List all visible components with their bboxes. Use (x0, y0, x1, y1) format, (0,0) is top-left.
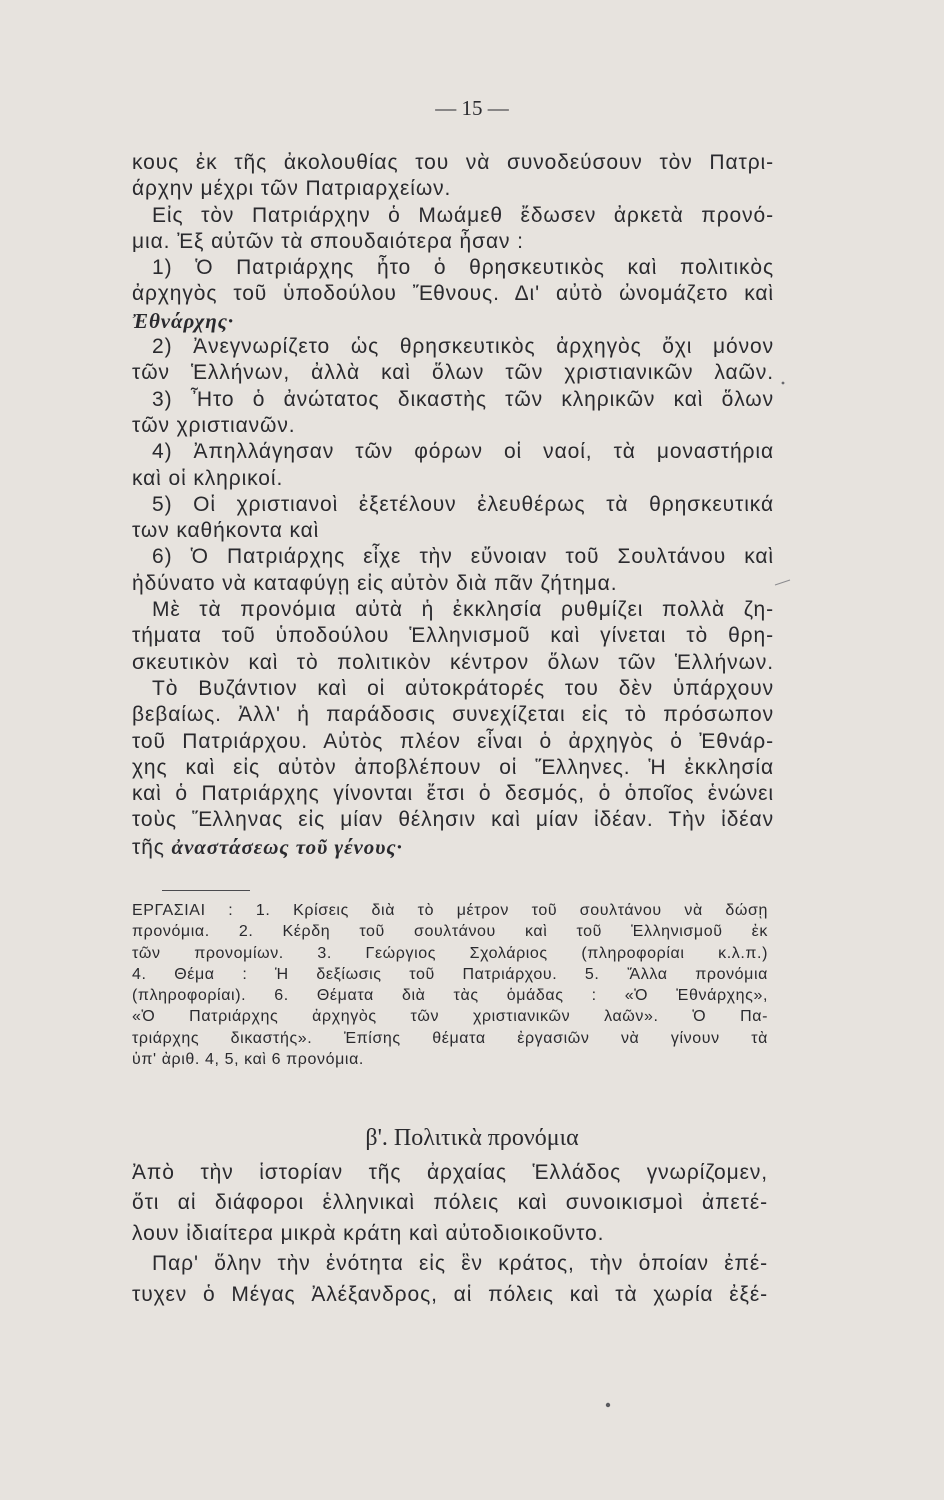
text-line: άρχην μέχρι τῶν Πατριαρχείων. (132, 177, 452, 201)
text-line: χης καὶ εἰς αὐτὸν ἀποβλέπουν οἱ Ἕλληνες. Ἡ ἐκκλησία (132, 755, 774, 779)
exercise-line: ΕΡΓΑΣΙΑΙ : 1. Κρίσεις διὰ τὸ μέτρον τοῦ σουλτάνου νὰ δώσῃ (132, 902, 768, 919)
text-line: τῶν χριστιανῶν. (132, 413, 296, 437)
exercise-line: προνόμια. 2. Κέρδη τοῦ σουλτάνου καὶ τοῦ Ἑλληνισμοῦ ἐκ (132, 923, 768, 941)
ink-speck (606, 1403, 610, 1407)
text-line: λουν ἰδιαίτερα μικρὰ κράτη καὶ αὐτοδιοικοῦντο. (132, 1221, 605, 1245)
list-item-1: 1) Ὁ Πατριάρχης ἦτο ὁ θρησκευτικὸς καὶ πολιτικὸς (152, 256, 774, 280)
exercise-line: τριάρχης δικαστής». Ἐπίσης θέματα ἐργασιῶν νὰ γίνουν τὰ (132, 1029, 768, 1047)
text-line: Παρ' ὅλην τὴν ἑνότητα εἰς ἓν κράτος, τὴν ὁποίαν ἐπέ- (152, 1252, 768, 1276)
exercise-line: ὑπ' ἀριθ. 4, 5, καὶ 6 προνόμια. (132, 1051, 364, 1069)
text-line: Τὸ Βυζάντιον καὶ οἱ αὐτοκράτορές του δὲν ὑπάρχουν (152, 676, 774, 700)
text-line: των καθήκοντα καὶ (132, 519, 320, 543)
text-line: Ἀπὸ τὴν ἱστορίαν τῆς ἀρχαίας Ἑλλάδος γνωρίζομεν, (132, 1161, 768, 1184)
text-line: τοῦ Πατριάρχου. Αὐτὸς πλέον εἶναι ὁ ἀρχηγὸς ὁ Ἐθνάρ- (132, 729, 774, 753)
exercise-line: 4. Θέμα : Ἡ δεξίωσις τοῦ Πατριάρχου. 5. Ἄλλα προνόμια (132, 965, 768, 983)
list-item-4: 4) Ἀπηλλάγησαν τῶν φόρων οἱ ναοί, τὰ μοναστήρια (152, 440, 774, 464)
text-line: βεβαίως. Ἀλλ' ἡ παράδοσις συνεχίζεται εἰς τὸ πρόσωπον (132, 703, 774, 727)
text-line: Εἰς τὸν Πατριάρχην ὁ Μωάμεθ ἔδωσεν ἀρκετὰ προνό- (152, 203, 774, 227)
text-line: ἠδύνατο νὰ καταφύγῃ εἰς αὐτὸν διὰ πᾶν ζήτημα. (132, 571, 618, 595)
text-line: καὶ ὁ Πατριάρχης γίνονται ἔτσι ὁ δεσμός, ὁ ὁποῖος ἑνώνει (132, 782, 774, 806)
exercise-line: τῶν προνομίων. 3. Γεώργιος Σχολάριος (πληροφορίαι κ.λ.π.) (132, 944, 768, 962)
text-line: τυχεν ὁ Μέγας Ἀλέξανδρος, αἱ πόλεις καὶ τὰ χωρία ἐξέ- (132, 1282, 768, 1306)
text-line: σκευτικὸν καὶ τὸ πολιτικὸν κέντρον ὅλων τῶν Ἑλλήνων. (132, 650, 774, 674)
page-number: — 15 — (435, 96, 509, 120)
ink-speck (782, 382, 785, 385)
list-item-2: 2) Ἀνεγνωρίζετο ὡς θρησκευτικὸς ἀρχηγὸς ὄχι μόνον (152, 335, 774, 359)
list-item-6: 6) Ὁ Πατριάρχης εἶχε τὴν εὔνοιαν τοῦ Σουλτάνου καὶ (152, 545, 774, 569)
list-item-3: 3) Ἦτο ὁ ἀνώτατος δικαστὴς τῶν κληρικῶν καὶ ὅλων (152, 387, 774, 411)
ink-mark (775, 580, 790, 585)
exercise-line: (πληροφορίαι). 6. Θέματα διὰ τὰς ὁμάδας : «Ὁ Ἐθνάρχης», (132, 987, 768, 1005)
text-line: τήματα τοῦ ὑποδούλου Ἑλληνισμοῦ καὶ γίνεται τὸ θρη- (132, 624, 774, 648)
text-line: Μὲ τὰ προνόμια αὐτὰ ἡ ἐκκλησία ρυθμίζει πολλὰ ζη- (152, 598, 774, 622)
text-line: τοὺς Ἕλληνας εἰς μίαν θέλησιν καὶ μίαν ἰδέαν. Τὴν ἰδέαν (132, 808, 774, 832)
list-item-5: 5) Οἱ χριστιανοὶ ἐξετέλουν ἐλευθέρως τὰ θρησκευτικά (152, 492, 774, 516)
text-line: ἀρχηγὸς τοῦ ὑποδούλου Ἔθνους. Δι' αὐτὸ ὠνομάζετο καὶ (132, 282, 774, 306)
text-line: κους ἐκ τῆς ἀκολουθίας του νὰ συνοδεύσουν τὸν Πατρι- (132, 151, 774, 174)
emphasized-term: Ἐθνάρχης· (132, 308, 235, 333)
emphasized-phrase: ἀναστάσεως τοῦ γένους· (171, 834, 403, 859)
text-fragment: τῆς (132, 835, 165, 859)
section-heading: β'. Πολιτικὰ προνόμια (365, 1125, 579, 1151)
text-line: ὅτι αἱ διάφοροι ἑλληνικαὶ πόλεις καὶ συνοικισμοὶ ἀπετέ- (132, 1191, 768, 1215)
text-line: καὶ οἱ κληρικοί. (132, 466, 284, 490)
exercise-line: «Ὁ Πατριάρχης ἀρχηγὸς τῶν χριστιανικῶν λαῶν». Ὁ Πα- (132, 1008, 768, 1026)
text-line: μια. Ἐξ αὐτῶν τὰ σπουδαιότερα ἦσαν : (132, 229, 524, 253)
text-line: τῶν Ἑλλήνων, ἀλλὰ καὶ ὅλων τῶν χριστιανικῶν λαῶν. (132, 361, 774, 385)
